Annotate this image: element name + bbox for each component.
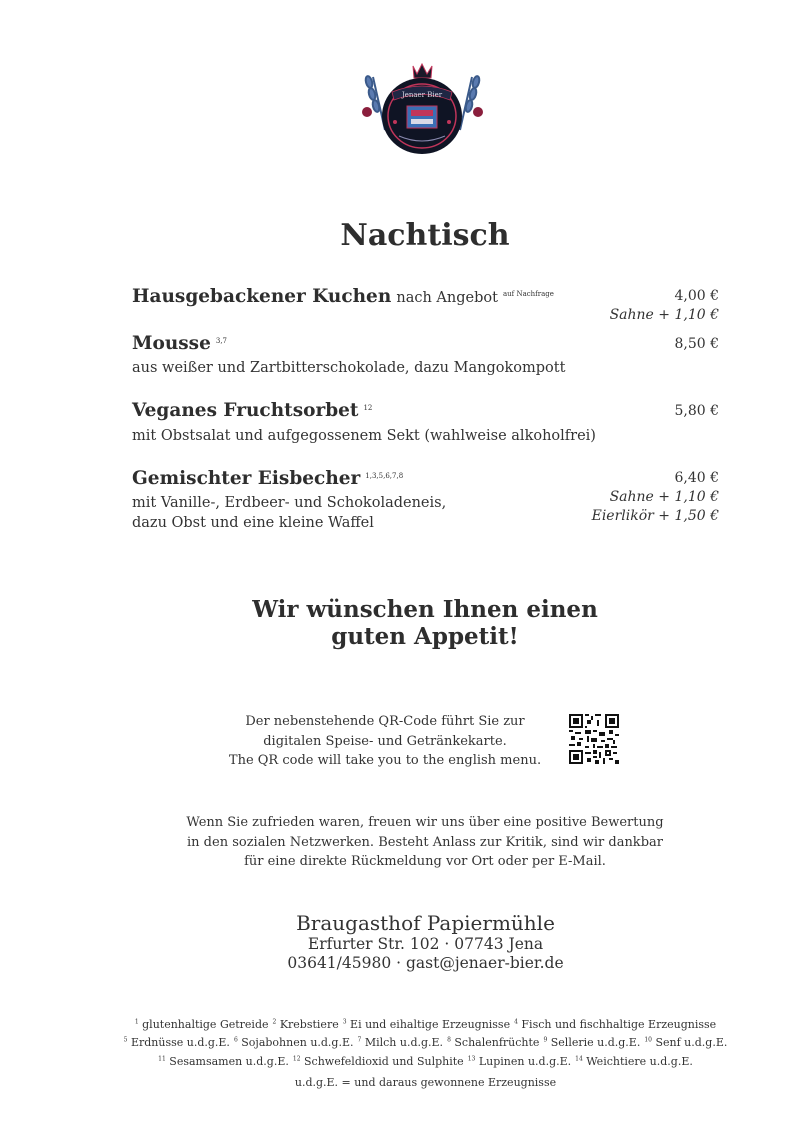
allergen-label: Sellerie u.d.g.E. — [547, 1036, 641, 1050]
item-allergen-note: 1,3,5,6,7,8 — [365, 471, 404, 480]
allergen-entry — [644, 1036, 727, 1049]
allergen-entry — [158, 1055, 289, 1068]
item-description: dazu Obst und eine kleine Waffel — [132, 515, 374, 531]
allergen-entry — [234, 1036, 354, 1049]
menu-item-kuchen — [132, 286, 554, 307]
allergen-entry — [468, 1055, 571, 1068]
allergen-entry — [358, 1036, 444, 1049]
allergen-row — [0, 1051, 793, 1070]
allergen-number: 7 — [357, 1036, 362, 1044]
allergen-legend — [0, 1014, 793, 1091]
allergen-label: Senf u.d.g.E. — [651, 1036, 728, 1050]
brewery-logo — [355, 62, 490, 157]
allergen-entry — [273, 1018, 339, 1031]
review-line: Wenn Sie zufrieden waren, freuen wir uns über eine positive Bewertung — [186, 815, 664, 830]
closing-line-1: Wir wünschen Ihnen einen — [252, 596, 598, 623]
allergen-label: Fisch und fischhaltige Erzeugnisse — [517, 1017, 717, 1031]
allergen-entry — [343, 1018, 510, 1031]
allergen-number: 12 — [292, 1055, 301, 1063]
item-price: 8,50 € — [674, 336, 719, 352]
allergen-entry — [293, 1055, 464, 1068]
allergen-number: 3 — [342, 1018, 347, 1025]
item-name: Veganes Fruchtsorbet — [132, 400, 359, 421]
allergen-row — [0, 1014, 793, 1033]
restaurant-phone-email[interactable]: 03641/45980 · gast@jenaer-bier.de — [287, 954, 564, 972]
allergen-number: 11 — [158, 1055, 166, 1063]
review-line: in den sozialen Netzwerken. Besteht Anlass zur Kritik, sind wir dankbar — [187, 834, 663, 850]
allergen-label: Milch u.d.g.E. — [361, 1036, 444, 1050]
qr-description — [215, 712, 555, 771]
allergen-label: Sojabohnen u.d.g.E. — [237, 1036, 354, 1050]
allergen-label: Schwefeldioxid und Sulphite — [300, 1054, 464, 1068]
item-extra: Eierlikör + 1,50 € — [591, 508, 719, 524]
allergen-entry — [124, 1036, 230, 1049]
allergen-entry — [135, 1018, 269, 1031]
item-allergen-note: 12 — [363, 403, 373, 412]
qr-text-line: The QR code will take you to the english menu. — [228, 753, 542, 768]
item-description: aus weißer und Zartbitterschokolade, dazu Mangokompott — [132, 360, 566, 376]
allergen-label: Erdnüsse u.d.g.E. — [127, 1036, 230, 1050]
allergen-label: Lupinen u.d.g.E. — [475, 1054, 572, 1068]
allergen-label: Ei und eihaltige Erzeugnisse — [346, 1017, 511, 1031]
allergen-entry — [575, 1055, 693, 1068]
allergen-number: 10 — [644, 1036, 652, 1044]
allergen-label: Krebstiere — [276, 1017, 339, 1031]
review-line: für eine direkte Rückmeldung vor Ort oder per E-Mail. — [244, 854, 606, 869]
item-name: Mousse — [132, 333, 211, 354]
allergen-label: Weichtiere u.d.g.E. — [582, 1054, 693, 1068]
page-title: Nachtisch — [340, 218, 510, 253]
item-price: 5,80 € — [674, 403, 719, 419]
item-suffix: nach Angebot — [396, 290, 498, 306]
allergen-number: 4 — [514, 1018, 518, 1025]
item-allergen-note: auf Nachfrage — [502, 289, 554, 298]
item-name: Hausgebackener Kuchen — [132, 286, 392, 307]
item-allergen-note: 3,7 — [215, 336, 228, 345]
allergen-number: 13 — [467, 1055, 476, 1063]
allergen-number: 8 — [447, 1036, 451, 1044]
menu-item-eisbecher — [132, 468, 403, 489]
allergen-number: 9 — [543, 1036, 548, 1044]
item-extra: Sahne + 1,10 € — [609, 489, 719, 505]
svg-text:Jenaer Bier: Jenaer Bier — [401, 91, 443, 99]
allergen-entry — [514, 1018, 716, 1031]
allergen-footnote: u.d.g.E. = und daraus gewonnene Erzeugnisse — [294, 1075, 557, 1089]
allergen-row — [0, 1033, 793, 1052]
item-name: Gemischter Eisbecher — [132, 468, 361, 489]
item-description: mit Obstsalat und aufgegossenem Sekt (wahlweise alkoholfrei) — [132, 428, 596, 444]
allergen-number: 14 — [575, 1055, 583, 1063]
restaurant-name: Braugasthof Papiermühle — [296, 911, 555, 935]
allergen-number: 5 — [123, 1036, 128, 1044]
item-price: 4,00 € — [674, 288, 719, 304]
qr-code[interactable] — [569, 714, 619, 764]
allergen-entry — [447, 1036, 539, 1049]
allergen-label: glutenhaltige Getreide — [138, 1017, 269, 1031]
allergen-number: 1 — [134, 1018, 139, 1025]
allergen-entry — [543, 1036, 640, 1049]
allergen-label: Sesamsamen u.d.g.E. — [165, 1054, 289, 1068]
item-price: 6,40 € — [674, 470, 719, 486]
menu-item-sorbet — [132, 400, 372, 421]
item-extra: Sahne + 1,10 € — [609, 307, 719, 323]
qr-text-line: Der nebenstehende QR-Code führt Sie zur — [245, 714, 525, 729]
review-paragraph — [145, 813, 705, 872]
qr-text-line: digitalen Speise- und Getränkekarte. — [263, 733, 507, 749]
allergen-number: 6 — [233, 1036, 238, 1044]
restaurant-address: Erfurter Str. 102 · 07743 Jena — [307, 935, 544, 953]
item-description: mit Vanille-, Erdbeer- und Schokoladeneis, — [132, 495, 447, 511]
allergen-number: 2 — [272, 1018, 277, 1025]
closing-line-2: guten Appetit! — [331, 623, 519, 650]
allergen-label: Schalenfrüchte — [450, 1036, 540, 1050]
menu-item-mousse — [132, 333, 227, 354]
